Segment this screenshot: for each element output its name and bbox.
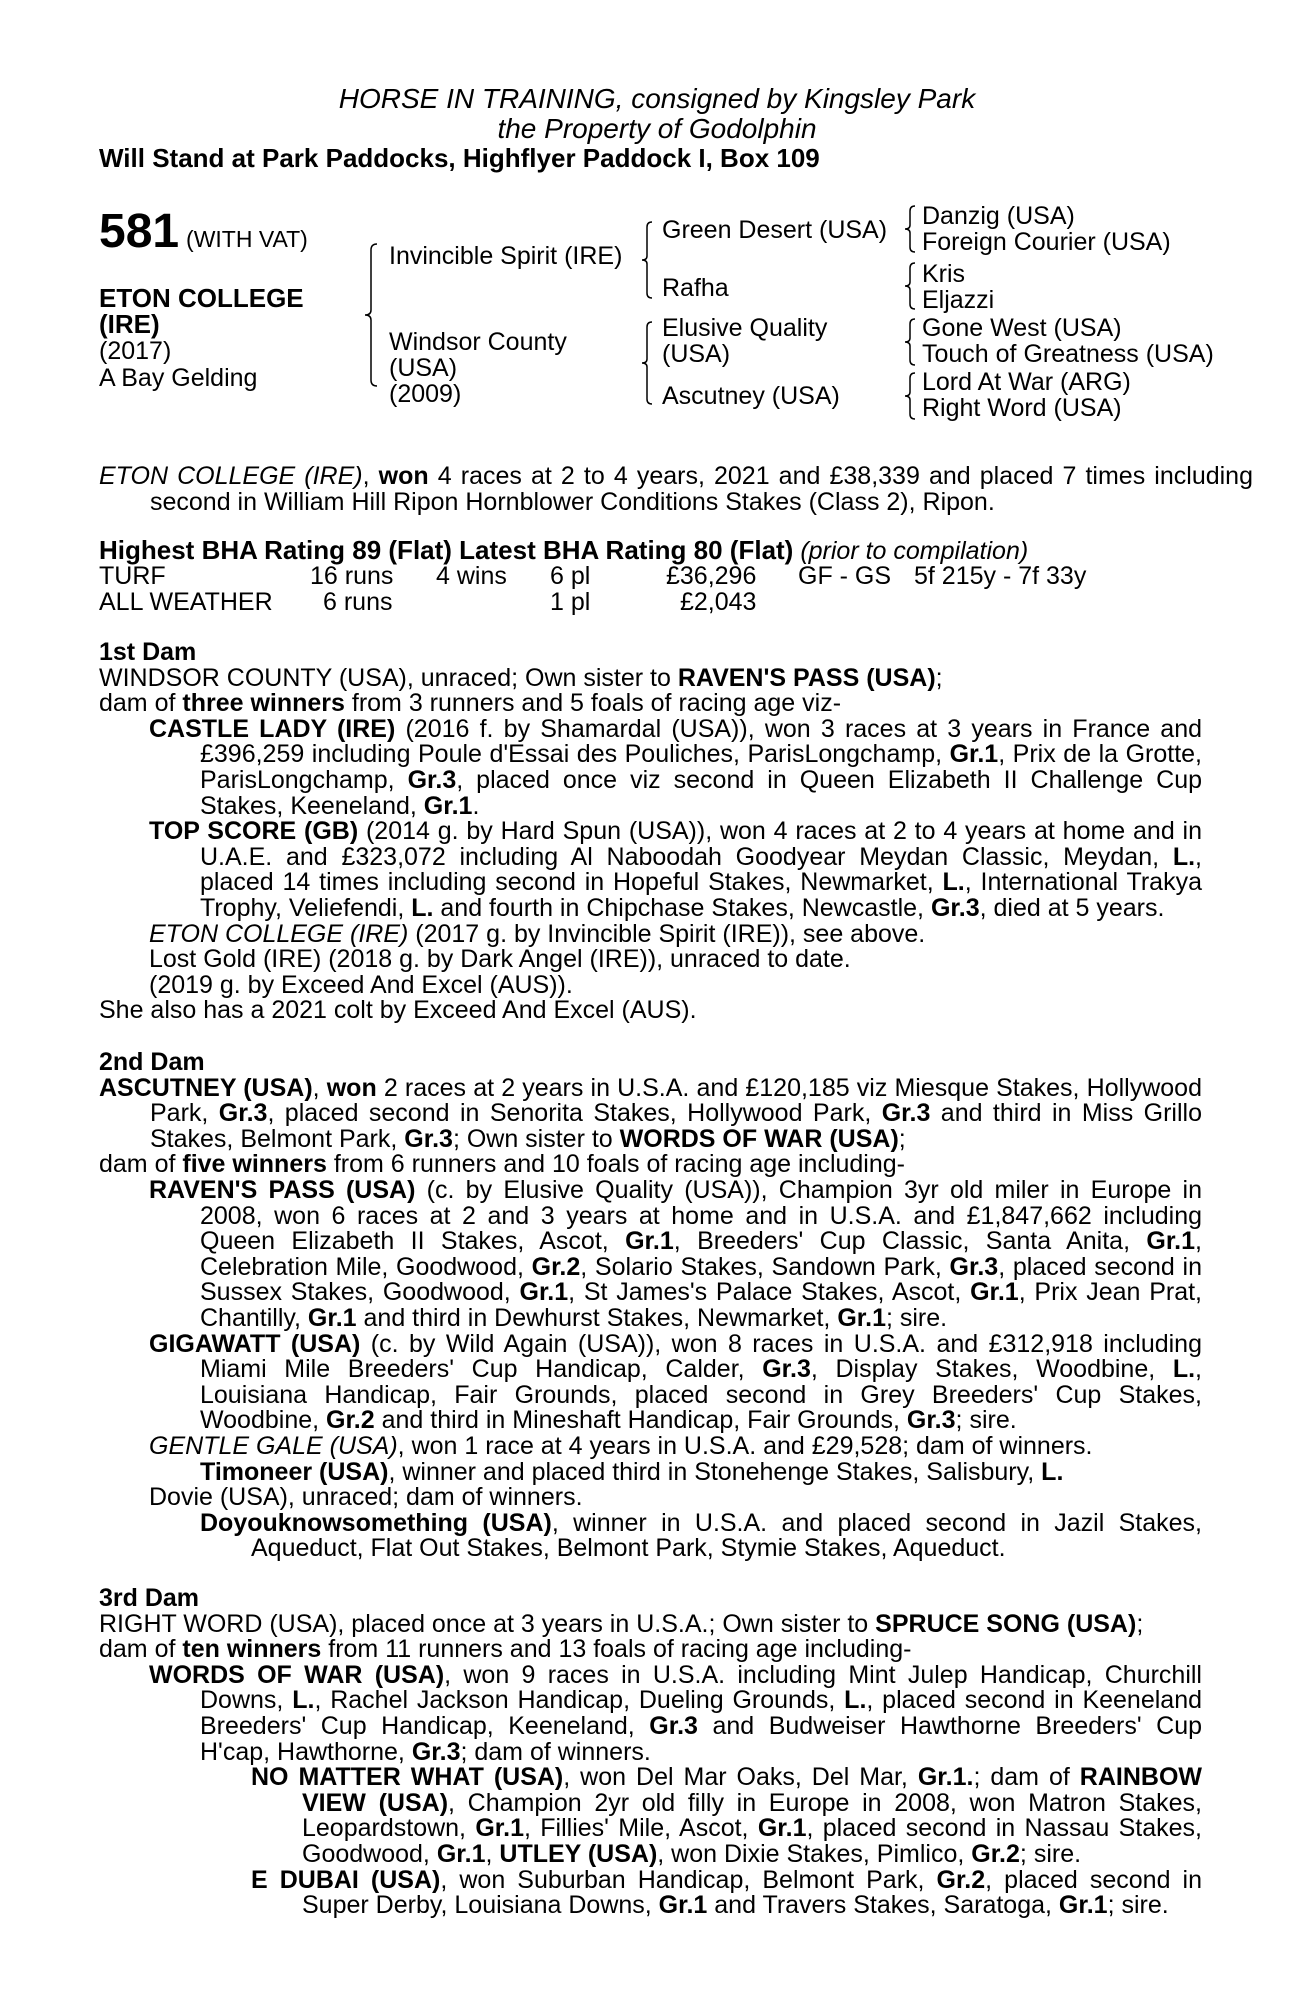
header-line-1: HORSE IN TRAINING, consigned by Kingsley Park xyxy=(338,83,976,114)
grade: Gr.3 xyxy=(949,1252,999,1281)
lot-number-line xyxy=(99,205,308,263)
text: from 11 runners and 13 foals of racing age including- xyxy=(321,1635,912,1664)
text: , Breeders' Cup Classic, Santa Anita, xyxy=(673,1227,1147,1256)
first-dam-of-c: from 3 runners and 5 foals of racing age viz- xyxy=(344,689,842,718)
winners: five winners xyxy=(182,1150,327,1179)
aw-runs: 6 runs xyxy=(323,588,393,616)
grade: Gr.3 xyxy=(930,893,980,922)
foal-e-dubai: E DUBAI (USA) xyxy=(251,1865,441,1894)
summary-name: ETON COLLEGE (IRE) xyxy=(99,462,363,490)
summary-won: won xyxy=(378,462,429,490)
text: ; sire. xyxy=(1107,1891,1169,1920)
grade: Gr.1 xyxy=(970,1278,1019,1307)
text: (c. by Wild Again (USA)), won 8 races in U.S.A. and £312,918 including Miami Mile Breeders' Cup Handicap, Calder, xyxy=(200,1329,1202,1384)
ped-sss: Danzig (USA) xyxy=(922,202,1075,230)
text: and third in Mineshaft Handicap, Fair Grounds, xyxy=(374,1406,907,1435)
grade: Gr.2 xyxy=(936,1865,986,1894)
turf-runs: 16 runs xyxy=(310,562,394,590)
turf-going: GF - GS xyxy=(798,562,892,590)
first-dam-of-a: dam of xyxy=(99,689,183,718)
grade: Gr.1 xyxy=(436,1839,486,1868)
foal-timoneer: Timoneer (USA) xyxy=(200,1457,389,1486)
turf-placed: 6 pl xyxy=(550,562,591,590)
ped-ds-2: (USA) xyxy=(662,340,731,368)
winners: ten winners xyxy=(182,1635,322,1664)
grade: Gr.1 xyxy=(625,1227,674,1256)
text: , placed second in Nassau Stakes, Goodwood, xyxy=(302,1814,1202,1868)
horse-country: (IRE) xyxy=(99,309,160,339)
third-dam-heading: 3rd Dam xyxy=(99,1584,200,1612)
grade: Gr.1 xyxy=(307,1303,357,1332)
ped-dam-3: (2009) xyxy=(389,380,462,408)
first-dam-winners: three winners xyxy=(182,689,345,718)
text: , Champion 2yr old filly in Europe in 2008, won Matron Stakes, Leopardstown, xyxy=(302,1788,1202,1843)
text: , won 9 races in U.S.A. including Mint Julep Handicap, Churchill Downs, xyxy=(200,1660,1202,1715)
turf-prize: £36,296 xyxy=(666,562,757,590)
text: ; xyxy=(1136,1609,1144,1638)
ped-sds: Kris xyxy=(922,260,966,288)
ped-ds-1: Elusive Quality xyxy=(662,314,828,342)
text: , International Trakya Trophy, Veliefendi, xyxy=(200,868,1202,922)
header-line-2: the Property of Godolphin xyxy=(497,113,817,144)
grade: Gr.1 xyxy=(658,1891,708,1920)
text: , Solario Stakes, Sandown Park, xyxy=(580,1252,950,1281)
grade: Gr.2 xyxy=(971,1839,1020,1868)
summary-text: 4 races at 2 to 4 years, 2021 and £38,339 and placed 7 times including second in William Hill Ripon Hornblower Conditions Stakes (Class 2), Ripon. xyxy=(150,462,1253,516)
list-item xyxy=(99,1765,1202,1867)
list-item xyxy=(99,819,1202,921)
grade: Gr.1 xyxy=(423,791,473,820)
sire-brace xyxy=(640,218,656,302)
first-dam-intro-c: ; xyxy=(935,663,943,692)
text: ; sire. xyxy=(955,1406,1017,1435)
turf-wins: 4 wins xyxy=(436,562,507,590)
list-item xyxy=(99,1660,1203,1766)
ped-dam-1: Windsor County xyxy=(389,328,567,356)
foal-rainbow-view: RAINBOW VIEW (USA) xyxy=(302,1763,1203,1817)
ped-ss: Green Desert (USA) xyxy=(662,216,888,244)
text: , Celebration Mile, Goodwood, xyxy=(200,1227,1202,1281)
foal-castle-lady: CASTLE LADY (IRE) xyxy=(149,714,396,743)
text: . xyxy=(472,791,480,820)
ped-dds: Lord At War (ARG) xyxy=(922,368,1131,396)
turf-distance: 5f 215y - 7f 33y xyxy=(914,562,1087,590)
foal-top-score: TOP SCORE (GB) xyxy=(149,817,359,846)
third-dam-intro xyxy=(99,1609,1202,1638)
sd-brace xyxy=(903,260,919,312)
ped-ddd: Right Word (USA) xyxy=(922,394,1122,422)
ped-sd: Rafha xyxy=(662,274,729,302)
text: , winner and placed third in Stonehenge Stakes, Salisbury, xyxy=(388,1457,1042,1486)
list-item xyxy=(99,919,1202,948)
grade: Gr.3 xyxy=(881,1099,931,1128)
list-item: Dovie (USA), unraced; dam of winners. xyxy=(149,1483,583,1512)
text: , Prix de la Grotte, ParisLongchamp, xyxy=(200,740,1202,794)
grade: L. xyxy=(411,893,434,922)
text: and Travers Stakes, Saratoga, xyxy=(707,1891,1059,1920)
text: , xyxy=(485,1839,500,1868)
text: , won Suburban Handicap, Belmont Park, xyxy=(440,1865,937,1894)
text: RIGHT WORD (USA), placed once at 3 years in U.S.A.; Own sister to xyxy=(99,1609,876,1638)
text: ; dam of xyxy=(973,1763,1080,1792)
list-item: (2019 g. by Exceed And Excel (AUS)). xyxy=(149,970,573,999)
text: (2014 g. by Hard Spun (USA)), won 4 races at 2 to 4 years at home and in U.A.E. and £323,072 including Al Naboodah Goodyear Meydan Classic, Meydan, xyxy=(200,817,1202,871)
ped-dss: Gone West (USA) xyxy=(922,314,1122,342)
text: (2017 g. by Invincible Spirit (IRE)), see above. xyxy=(408,919,926,948)
foal-gigawatt: GIGAWATT (USA) xyxy=(149,1329,361,1358)
foal-doyouknowsomething: Doyouknowsomething (USA) xyxy=(200,1508,552,1537)
first-dam-note: She also has a 2021 colt by Exceed And Excel (AUS). xyxy=(99,996,697,1025)
ratings-heading-line xyxy=(99,535,1029,565)
list-item xyxy=(99,1508,1202,1563)
first-dam-intro-a: WINDSOR COUNTY (USA), unraced; Own sister to xyxy=(99,663,678,692)
grade: Gr.1 xyxy=(949,740,999,769)
text: , placed second in Sussex Stakes, Goodwood, xyxy=(200,1252,1203,1307)
grade: Gr.2 xyxy=(326,1406,375,1435)
text: and third in Miss Grillo Stakes, Belmont Park, xyxy=(150,1099,1203,1153)
grade: Gr.3 xyxy=(407,765,457,794)
grade: L. xyxy=(292,1686,315,1715)
third-dam-section xyxy=(99,1586,1202,1919)
text: from 6 runners and 10 foals of racing age including- xyxy=(326,1150,905,1179)
foal-utley: UTLEY (USA) xyxy=(499,1839,658,1868)
lot-number: 581 xyxy=(99,205,180,258)
dd-brace xyxy=(903,370,919,422)
grade: L. xyxy=(1172,842,1196,871)
text: , placed second in Keeneland Breeders' Cup Handicap, Keeneland, xyxy=(200,1686,1203,1740)
ped-sdd: Eljazzi xyxy=(922,286,995,314)
grade: Gr.1 xyxy=(1146,1227,1196,1256)
grade: Gr.3 xyxy=(404,1124,453,1153)
grade: Gr.3 xyxy=(218,1099,268,1128)
header-line-3: Will Stand at Park Paddocks, Highflyer Paddock I, Box 109 xyxy=(99,143,820,173)
grade: Gr.3 xyxy=(906,1406,956,1435)
ds-brace xyxy=(903,316,919,368)
text: ; dam of winners. xyxy=(460,1737,651,1766)
foal-ravens-pass: RAVEN'S PASS (USA) xyxy=(149,1175,416,1204)
text: (2016 f. by Shamardal (USA)), won 3 races at 3 years in France and £396,259 including Poule d'Essai des Pouliches, ParisLongchamp, xyxy=(200,714,1202,769)
text: ; Own sister to xyxy=(452,1124,620,1153)
text: dam of xyxy=(99,1150,183,1179)
turf-label: TURF xyxy=(99,562,166,590)
text: , won Dixie Stakes, Pimlico, xyxy=(657,1839,972,1868)
text: , placed once viz second in Queen Elizabeth II Challenge Cup Stakes, Keeneland, xyxy=(200,765,1203,820)
grade: Gr.3 xyxy=(649,1711,698,1740)
grade: Gr.1 xyxy=(1058,1891,1108,1920)
text: ; sire. xyxy=(885,1303,948,1332)
list-item xyxy=(99,1865,1202,1920)
sibling: WORDS OF WAR (USA) xyxy=(619,1124,899,1153)
ped-dsd: Touch of Greatness (USA) xyxy=(922,340,1214,368)
lot-vat: (WITH VAT) xyxy=(186,226,308,252)
text: , placed second in Senorita Stakes, Hollywood Park, xyxy=(267,1099,882,1128)
text: , died at 5 years. xyxy=(979,893,1165,922)
ped-ssd: Foreign Courier (USA) xyxy=(922,228,1171,256)
race-summary: ETON COLLEGE (IRE), won 4 races at 2 to 4 years, 2021 and £38,339 and placed 7 times including second in William Hill Ripon Hornblower Conditions Stakes (Class 2), Ripon. xyxy=(99,462,1253,516)
text: and third in Dewhurst Stakes, Newmarket, xyxy=(356,1303,838,1332)
first-dam-intro xyxy=(99,663,1202,692)
grade: Gr.1 xyxy=(475,1814,524,1843)
sire-dam-brace xyxy=(363,240,383,390)
text: , won 1 race at 4 years in U.S.A. and £29,528; dam of winners. xyxy=(397,1431,1093,1460)
second-dam-section xyxy=(99,1050,1202,1562)
foal-no-matter-what: NO MATTER WHAT (USA) xyxy=(251,1763,564,1792)
aw-label: ALL WEATHER xyxy=(99,588,273,616)
text: , winner in U.S.A. and placed second in Jazil Stakes, Aqueduct, Flat Out Stakes, Belmont Park, Stymie Stakes, Aqueduct. xyxy=(251,1508,1202,1563)
second-dam-produce xyxy=(99,1152,1202,1178)
text: , Rachel Jackson Handicap, Dueling Grounds, xyxy=(314,1686,845,1715)
grade: L. xyxy=(844,1686,867,1715)
text: , St James's Palace Stakes, Ascot, xyxy=(568,1278,971,1307)
text: and fourth in Chipchase Stakes, Newcastle, xyxy=(433,893,931,922)
text: 2 races at 2 years in U.S.A. and £120,185 viz Miesque Stakes, Hollywood Park, xyxy=(150,1073,1202,1128)
foal-words-of-war: WORDS OF WAR (USA) xyxy=(149,1660,445,1689)
list-item xyxy=(99,1329,1202,1435)
list-item: Lost Gold (IRE) (2018 g. by Dark Angel (IRE)), unraced to date. xyxy=(149,945,851,974)
second-dam-heading: 2nd Dam xyxy=(99,1048,205,1076)
first-dam-sibling: RAVEN'S PASS (USA) xyxy=(677,663,936,692)
grade: Gr.3 xyxy=(411,1737,461,1766)
list-item xyxy=(99,1431,1202,1460)
aw-placed: 1 pl xyxy=(550,588,591,616)
foal-eton-college: ETON COLLEGE (IRE) xyxy=(149,919,409,948)
text: , Louisiana Handicap, Fair Grounds, placed second in Grey Breeders' Cup Stakes, Woodbine, xyxy=(200,1355,1202,1435)
sibling: SPRUCE SONG (USA) xyxy=(875,1609,1137,1638)
second-dam-name: ASCUTNEY (USA) xyxy=(99,1073,313,1102)
grade: L. xyxy=(1172,1355,1196,1384)
text: , Prix Jean Prat, Chantilly, xyxy=(200,1278,1202,1332)
ss-brace xyxy=(903,203,919,255)
text: , Fillies' Mile, Ascot, xyxy=(524,1814,758,1843)
text: , placed 14 times including second in Hopeful Stakes, Newmarket, xyxy=(200,842,1202,897)
text: , Display Stakes, Woodbine, xyxy=(810,1355,1173,1384)
ratings-heading: Highest BHA Rating 89 (Flat) Latest BHA Rating 80 (Flat) xyxy=(99,535,794,565)
ratings-note: (prior to compilation) xyxy=(800,537,1029,565)
grade: Gr.2 xyxy=(531,1252,581,1281)
grade: Gr.1 xyxy=(519,1278,569,1307)
grade: Gr.1 xyxy=(837,1303,886,1332)
first-dam-section xyxy=(99,640,1202,1024)
list-item xyxy=(99,714,1203,820)
ped-dd: Ascutney (USA) xyxy=(662,382,840,410)
grade: L. xyxy=(942,868,965,897)
horse-year: (2017) xyxy=(99,337,172,365)
first-dam-produce xyxy=(99,691,1202,717)
aw-prize: £2,043 xyxy=(680,588,757,616)
text: ; sire. xyxy=(1019,1839,1082,1868)
grade: Gr.3 xyxy=(762,1355,811,1384)
horse-name: ETON COLLEGE xyxy=(99,283,304,313)
horse-description: A Bay Gelding xyxy=(99,364,258,392)
grade: Gr.1 xyxy=(757,1814,807,1843)
text: (c. by Elusive Quality (USA)), Champion 3yr old miler in Europe in 2008, won 6 races at 2 and 3 years at home and in U.S.A. and £1,847,662 including Queen Elizabeth II Stakes, Ascot, xyxy=(200,1175,1202,1256)
list-item xyxy=(99,1175,1203,1332)
text: ; xyxy=(898,1124,906,1153)
list-item xyxy=(99,1457,1202,1486)
third-dam-produce xyxy=(99,1637,1202,1663)
text: , placed second in Super Derby, Louisiana Downs, xyxy=(302,1865,1202,1920)
grade: L. xyxy=(1041,1457,1064,1486)
ped-sire: Invincible Spirit (IRE) xyxy=(389,242,623,270)
second-dam-record: ASCUTNEY (USA), won 2 races at 2 years in U.S.A. and £120,185 viz Miesque Stakes, Hollywood Park, Gr.3, placed second in Senorita Stakes, Hollywood Park, Gr.3 and third in Miss Grillo Stakes, Belmont Park, Gr.3; Own sister to WORDS OF WAR (USA); xyxy=(99,1073,1203,1153)
grade: Gr.1. xyxy=(917,1763,974,1792)
ped-dam-2: (USA) xyxy=(389,354,458,382)
won: won xyxy=(326,1073,377,1102)
text: , won Del Mar Oaks, Del Mar, xyxy=(563,1763,918,1792)
text: and Budweiser Hawthorne Breeders' Cup H'cap, Hawthorne, xyxy=(200,1711,1203,1766)
first-dam-heading: 1st Dam xyxy=(99,638,197,666)
foal-gentle-gale: GENTLE GALE (USA) xyxy=(149,1431,398,1460)
text: dam of xyxy=(99,1635,183,1664)
dam-brace xyxy=(640,318,656,408)
